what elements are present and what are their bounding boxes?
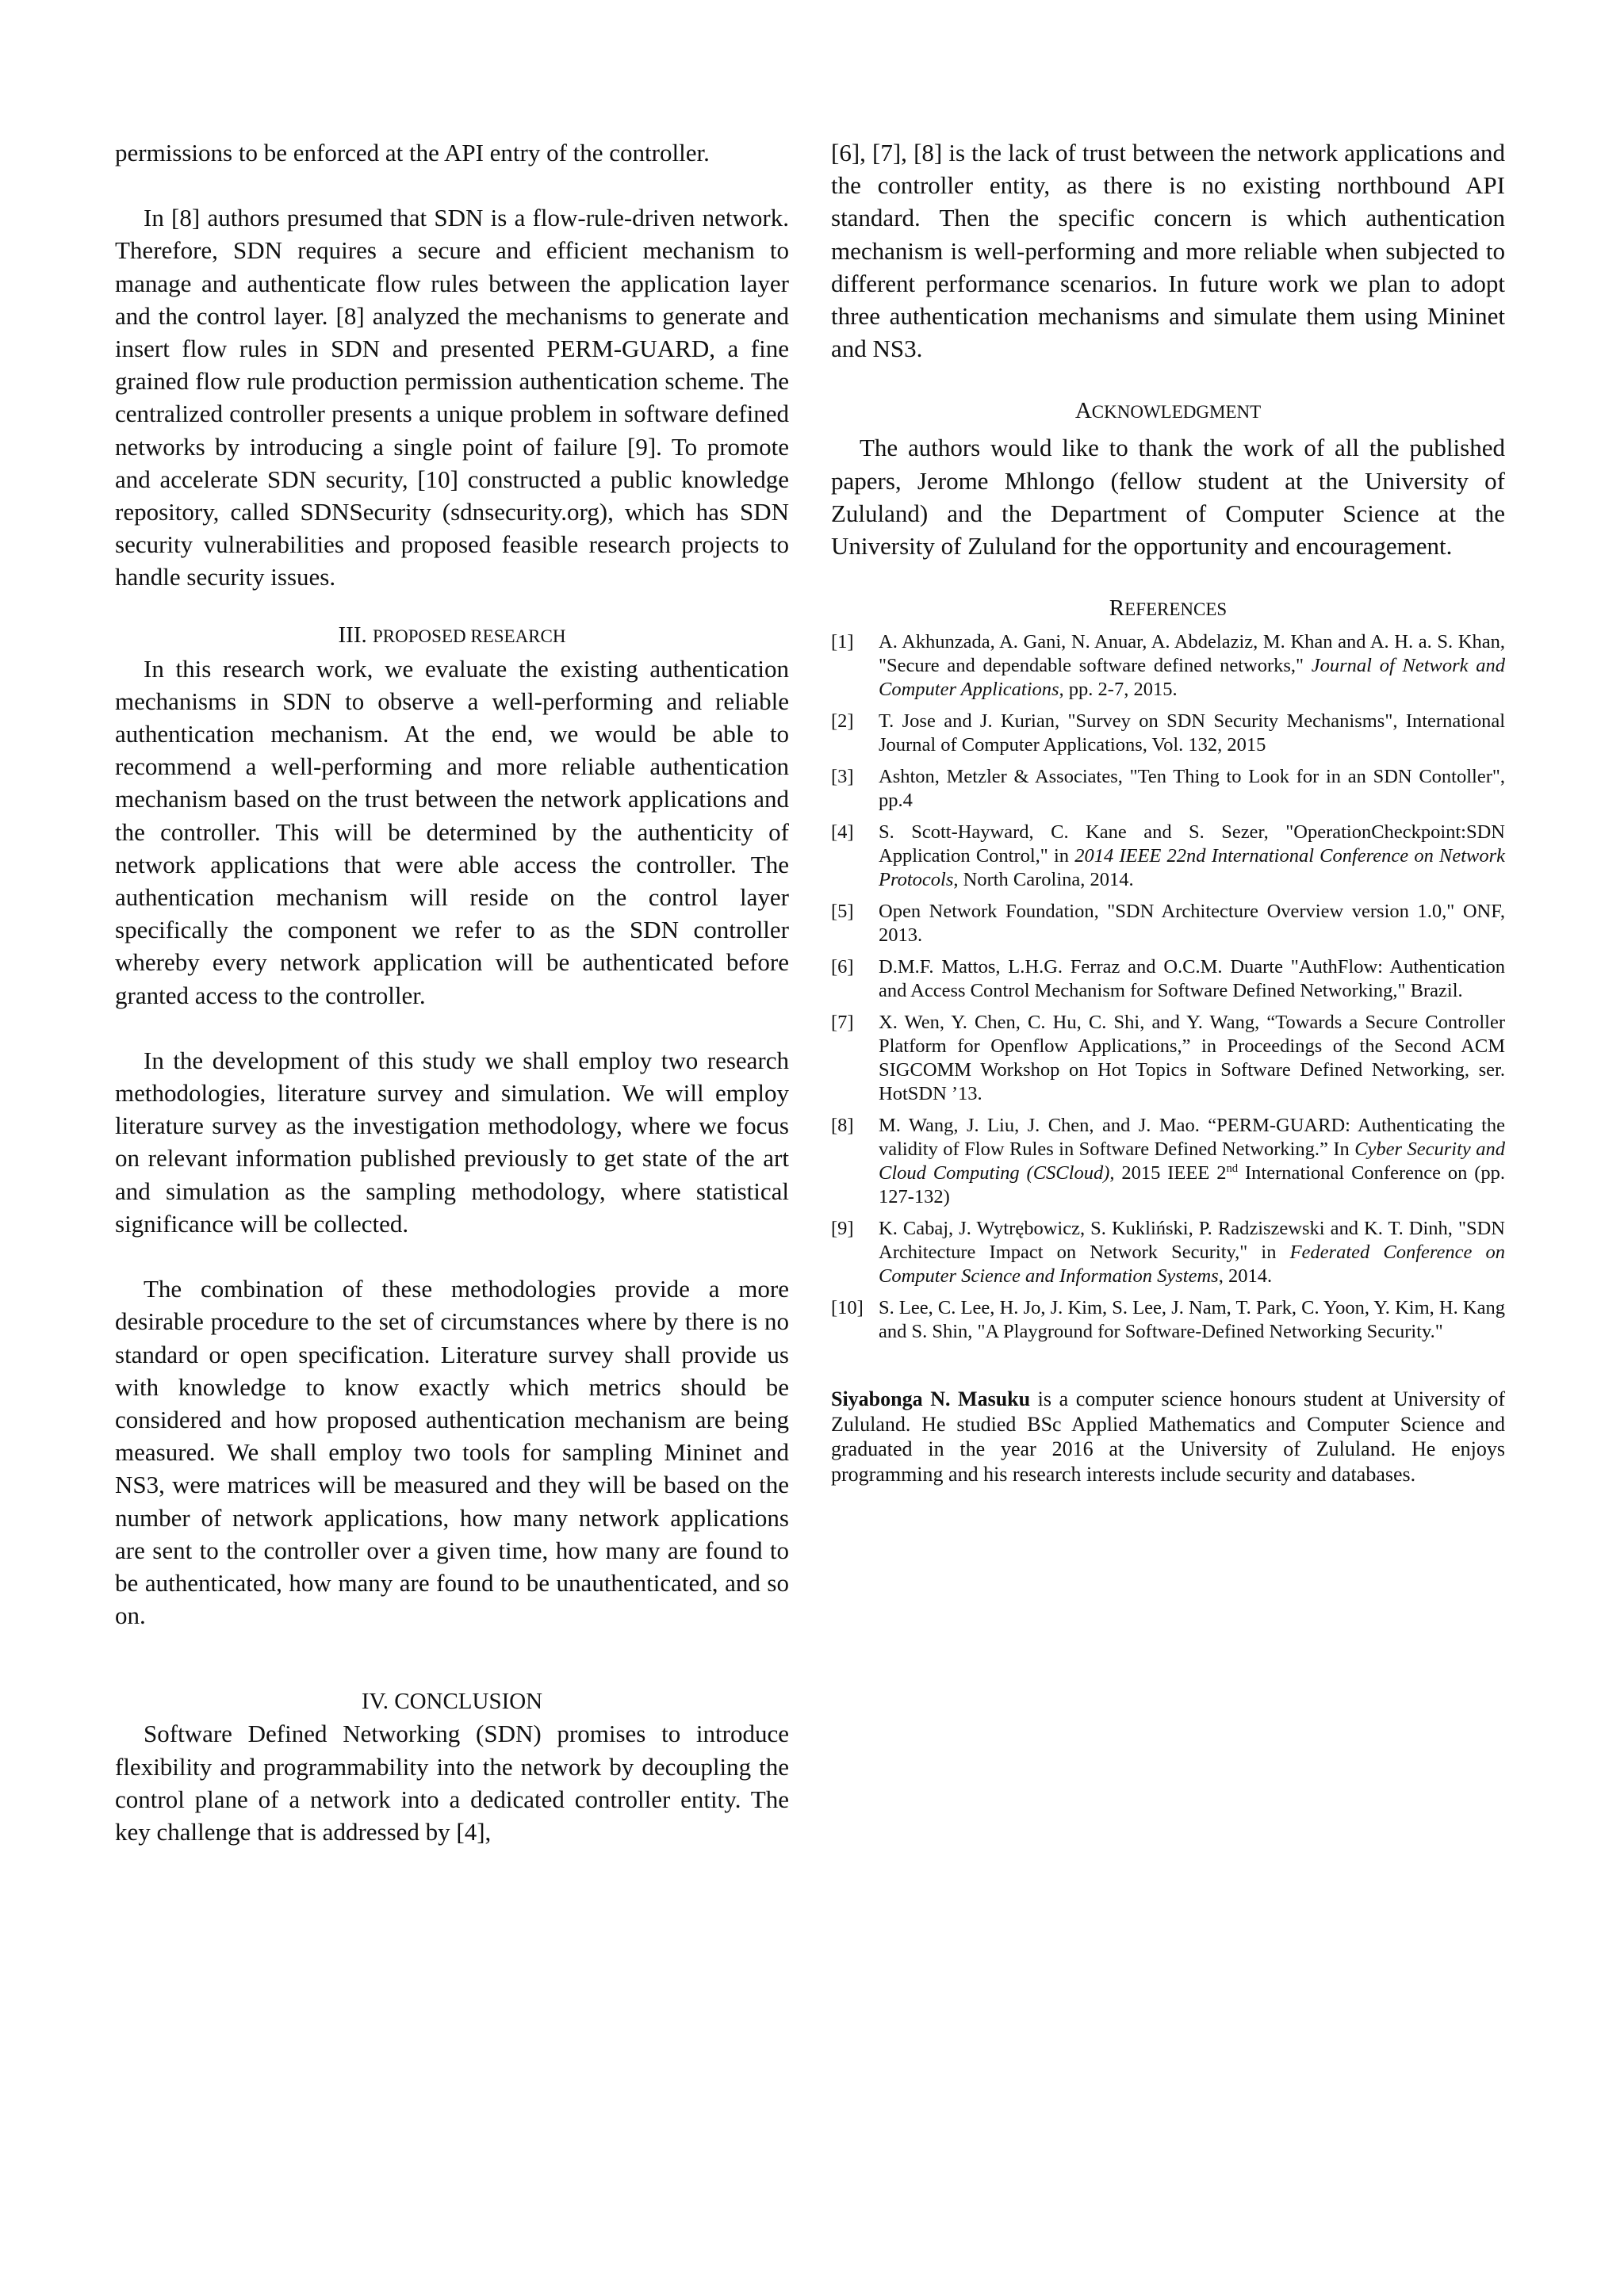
reference-item bbox=[831, 765, 1505, 813]
reference-number: [7] bbox=[831, 1012, 854, 1034]
paragraph-methodologies: In the development of this study we shall employ two research methodologies, literature survey and simulation. We will employ literature survey as the investigation methodology, where we focus on relevant information published previously to get state of the art and simulation as the sampling methodology, where statistical significance will be collected. bbox=[115, 1046, 789, 1238]
heading-rest: CKNOWLEDGMENT bbox=[1091, 402, 1262, 423]
author-name: Siyabonga N. Masuku bbox=[831, 1387, 1031, 1411]
reference-number: [1] bbox=[831, 631, 854, 653]
reference-number: [3] bbox=[831, 766, 854, 788]
paragraph-conclusion: Software Defined Networking (SDN) promises to introduce flexibility and programmability into the network by decoupling the control plane of a network into a dedicated controller entity. The key challenge that is addressed by [4], bbox=[115, 1720, 789, 1846]
reference-text: Ashton, Metzler & Associates, "Ten Thing to Look for in an SDN Contoller", pp.4 bbox=[879, 766, 1505, 812]
reference-text: M. Wang, J. Liu, J. Chen, and J. Mao. “PERM-GUARD: Authenticating the validity of Flow Rules in Software Defined Networking.” In Cyber Security and Cloud Computing (CSCloud), 2015 IEEE 2nd International Conference on (pp. 127-132) bbox=[879, 1115, 1506, 1208]
heading-rest: EFERENCES bbox=[1124, 599, 1228, 620]
reference-number: [10] bbox=[831, 1297, 864, 1319]
right-column bbox=[831, 136, 1505, 1487]
paragraph-conclusion-continued: [6], [7], [8] is the lack of trust between the network applications and the controller entity, as there is no existing northbound API standard. Then the specific concern is which authentication mechanism is well-performing and more reliable when subjected to different performance scenarios. In future work we plan to adopt three authentication mechanisms and simulate them using Mininet and NS3. bbox=[831, 139, 1505, 363]
reference-text: A. Akhunzada, A. Gani, N. Anuar, A. Abdelaziz, M. Khan and A. H. a. S. Khan, "Secure and dependable software defined networks," Journal of Network and Computer Applications, pp. 2-7, 2015. bbox=[879, 631, 1505, 701]
reference-number: [8] bbox=[831, 1115, 854, 1137]
author-biography bbox=[831, 1387, 1505, 1487]
section-title: PROPOSED RESEARCH bbox=[373, 626, 566, 646]
paragraph-research-work: In this research work, we evaluate the existing authentication mechanisms in SDN to observe a well-performing and reliable authentication mechanism. At the end, we would be able to recommend a well-performing and more reliable authentication mechanism based on the trust between the network applications and the controller. This will be determined by the authenticity of network applications that were able access the controller. The authentication mechanism will reside on the control layer specifically the component we refer to as the SDN controller whereby every network application will be authenticated before granted access to the controller. bbox=[115, 654, 789, 1009]
reference-text: X. Wen, Y. Chen, C. Hu, C. Shi, and Y. Wang, “Towards a Secure Controller Platform for Openflow Applications,” in Proceedings of the Second ACM SIGCOMM Workshop on Hot Topics in Software Defined Networking, ser. HotSDN ’13. bbox=[879, 1012, 1505, 1105]
section-heading-acknowledgment bbox=[831, 395, 1505, 428]
reference-number: [9] bbox=[831, 1218, 854, 1240]
section-heading-proposed-research bbox=[115, 619, 789, 652]
reference-text: T. Jose and J. Kurian, "Survey on SDN Security Mechanisms", International Journal of Computer Applications, Vol. 132, 2015 bbox=[879, 710, 1505, 756]
heading-initial: A bbox=[1074, 398, 1092, 424]
reference-item bbox=[831, 1011, 1505, 1106]
reference-item bbox=[831, 900, 1505, 947]
reference-item bbox=[831, 1114, 1505, 1209]
reference-item bbox=[831, 630, 1505, 702]
left-column bbox=[115, 136, 789, 1848]
reference-number: [6] bbox=[831, 956, 854, 978]
reference-number: [2] bbox=[831, 710, 854, 733]
reference-text: S. Lee, C. Lee, H. Jo, J. Kim, S. Lee, J. Nam, T. Park, C. Yoon, Y. Kim, H. Kang and S. Shin, "A Playground for Software-Defined Networking Security." bbox=[879, 1297, 1505, 1343]
reference-item bbox=[831, 710, 1505, 757]
reference-item bbox=[831, 1296, 1505, 1344]
author-bio-text: is a computer science honours student at University of Zululand. He studied BSc Applied Mathematics and Computer Science and graduated in the year 2016 at the University of Zululand. He enjoys programming and his research interests include security and databases. bbox=[831, 1387, 1505, 1486]
section-heading-conclusion: IV. CONCLUSION bbox=[361, 1689, 543, 1715]
section-number: III. bbox=[338, 622, 367, 648]
reference-list bbox=[831, 630, 1505, 1344]
reference-item bbox=[831, 821, 1505, 892]
paragraph-continuation: permissions to be enforced at the API entry of the controller. bbox=[115, 139, 710, 166]
paragraph-combination: The combination of these methodologies provide a more desirable procedure to the set of circumstances where by there is no standard or open specification. Literature survey shall provide us with knowledge to know exactly which metrics should be considered and how proposed authentication mechanism are being measured. We shall employ two tools for sampling Mininet and NS3, were matrices will be measured and they will be based on the number of network applications, how many network applications are sent to the controller over a given time, how many are found to be authenticated, how many are found to be unauthenticated, and so on. bbox=[115, 1275, 789, 1630]
paragraph-related-work: In [8] authors presumed that SDN is a flow-rule-driven network. Therefore, SDN requires a secure and efficient mechanism to manage and authenticate flow rules between the application layer and the control layer. [8] analyzed the mechanisms to generate and insert flow rules in SDN and presented PERM-GUARD, a fine grained flow rule production permission authentication scheme. The centralized controller presents a unique problem in software defined networks by introducing a single point of failure [9]. To promote and accelerate SDN security, [10] constructed a public knowledge repository, called SDNSecurity (sdnsecurity.org), which has SDN security vulnerabilities and proposed feasible research projects to handle security issues. bbox=[115, 204, 789, 591]
reference-text: K. Cabaj, J. Wytrębowicz, S. Kukliński, P. Radziszewski and K. T. Dinh, "SDN Architecture Impact on Network Security," in Federated Conference on Computer Science and Information Systems, 2014. bbox=[879, 1218, 1505, 1288]
reference-item bbox=[831, 1217, 1505, 1288]
reference-number: [4] bbox=[831, 821, 854, 844]
section-heading-references bbox=[831, 592, 1505, 626]
heading-initial: R bbox=[1109, 595, 1125, 622]
reference-text: Open Network Foundation, "SDN Architecture Overview version 1.0," ONF, 2013. bbox=[879, 901, 1505, 947]
paragraph-acknowledgment: The authors would like to thank the work of all the published papers, Jerome Mhlongo (fellow student at the University of Zululand) and the Department of Computer Science at the University of Zululand for the opportunity and encouragement. bbox=[831, 434, 1505, 561]
reference-item bbox=[831, 955, 1505, 1003]
reference-number: [5] bbox=[831, 901, 854, 923]
reference-text: D.M.F. Mattos, L.H.G. Ferraz and O.C.M. Duarte "AuthFlow: Authentication and Access Control Mechanism for Software Defined Networking," Brazil. bbox=[879, 956, 1505, 1002]
reference-text: S. Scott-Hayward, C. Kane and S. Sezer, "OperationCheckpoint:SDN Application Control," in 2014 IEEE 22nd International Conference on Network Protocols, North Carolina, 2014. bbox=[879, 821, 1505, 891]
